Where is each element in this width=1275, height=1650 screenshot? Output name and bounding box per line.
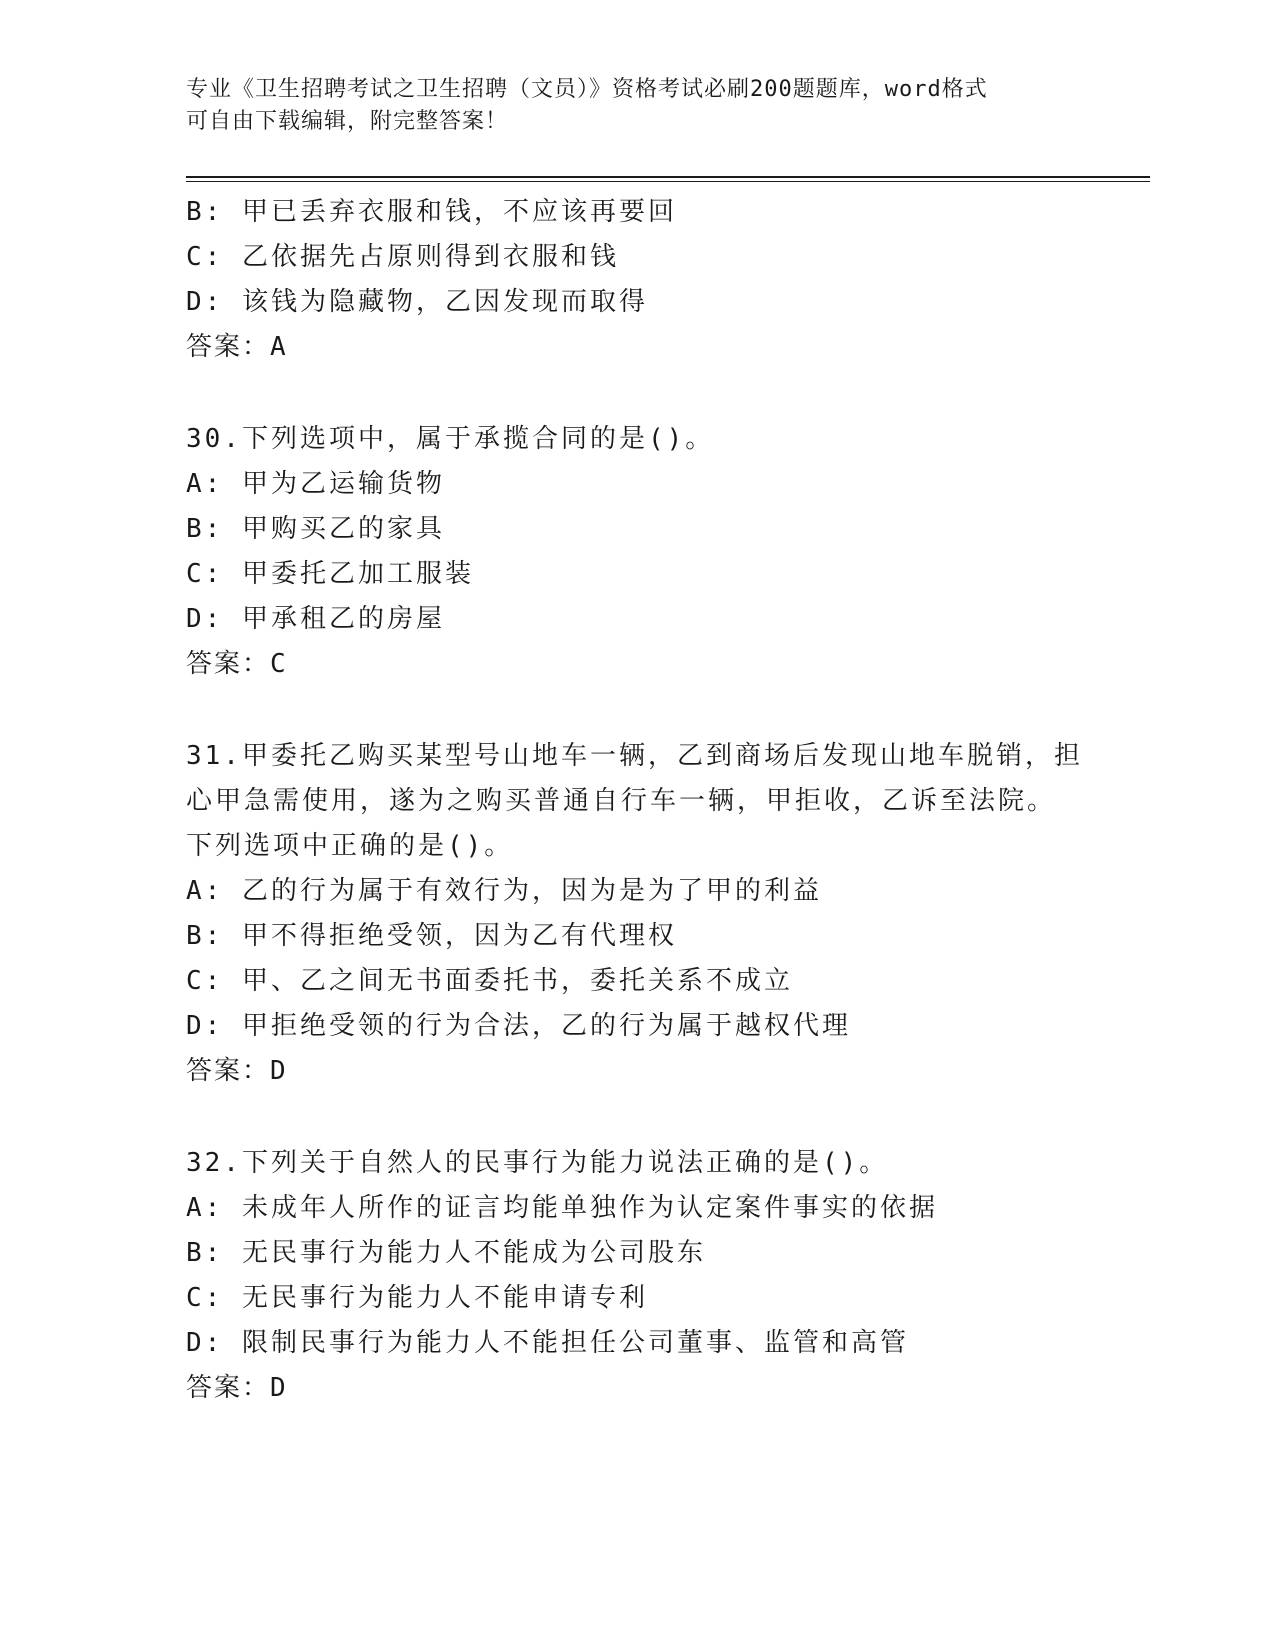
header-title-line-1: 专业《卫生招聘考试之卫生招聘（文员）》资格考试必刷200题题库，word格式 [186,77,988,102]
question-stem: 32.下列关于自然人的民事行为能力说法正确的是()。 [186,1148,889,1178]
header-divider-thick [186,176,1150,178]
answer-line [186,325,1086,370]
question-gap [186,1094,1086,1141]
question-list [186,190,1086,1411]
answer-line [186,1049,1086,1094]
question-31 [186,734,1086,1094]
header-divider-thin [186,181,1150,182]
document-header [186,74,1066,138]
option-d: D: 甲拒绝受领的行为合法，乙的行为属于越权代理 [186,1011,851,1041]
answer-value: D [270,1056,288,1086]
option-a: A: 乙的行为属于有效行为，因为是为了甲的利益 [186,876,822,906]
option-b: B: 甲购买乙的家具 [186,514,445,544]
question-30 [186,417,1086,687]
option-b: B: 甲不得拒绝受领，因为乙有代理权 [186,921,677,951]
option-d: D: 限制民事行为能力人不能担任公司董事、监管和高管 [186,1328,909,1358]
option-c: C: 无民事行为能力人不能申请专利 [186,1283,648,1313]
option-d: D: 该钱为隐藏物，乙因发现而取得 [186,287,648,317]
option-b: B: 无民事行为能力人不能成为公司股东 [186,1238,706,1268]
question-29-continued [186,190,1086,370]
option-c: C: 甲委托乙加工服装 [186,559,474,589]
question-stem-line-2: 心甲急需使用，遂为之购买普通自行车一辆，甲拒收，乙诉至法院。 [186,786,1057,816]
option-a: A: 甲为乙运输货物 [186,469,445,499]
question-stem-line-1: 31.甲委托乙购买某型号山地车一辆，乙到商场后发现山地车脱销，担 [186,741,1083,771]
question-stem-line-3: 下列选项中正确的是()。 [186,831,514,861]
option-c: C: 甲、乙之间无书面委托书，委托关系不成立 [186,966,793,996]
answer-label: 答案： [186,1056,271,1086]
answer-label: 答案： [186,1373,271,1403]
answer-value: C [270,649,288,679]
answer-value: A [270,332,288,362]
answer-value: D [270,1373,288,1403]
answer-line [186,642,1086,687]
option-c: C: 乙依据先占原则得到衣服和钱 [186,242,619,272]
option-d: D: 甲承租乙的房屋 [186,604,445,634]
question-gap [186,370,1086,417]
question-gap [186,687,1086,734]
answer-label: 答案： [186,649,271,679]
answer-label: 答案： [186,332,271,362]
option-b: B: 甲已丢弃衣服和钱，不应该再要回 [186,197,677,227]
answer-line [186,1366,1086,1411]
header-title-line-2: 可自由下载编辑，附完整答案！ [186,109,509,134]
question-stem: 30.下列选项中，属于承揽合同的是()。 [186,424,715,454]
option-a: A: 未成年人所作的证言均能单独作为认定案件事实的依据 [186,1193,938,1223]
question-32 [186,1141,1086,1411]
